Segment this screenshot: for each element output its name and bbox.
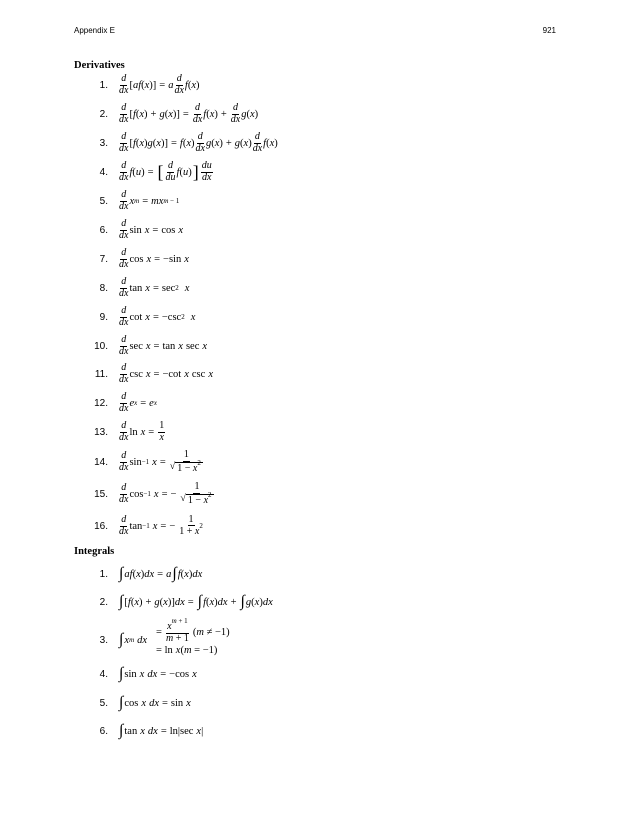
rule-number: 2. — [99, 596, 108, 608]
formula: $\frac{d}{dx}$ cos x = −sin x — [119, 247, 189, 270]
formula: $\frac{d}{dx}$ sec x = tan x sec x — [119, 334, 208, 357]
formula: $\frac{d}{dx}$ sin x = cos x — [119, 218, 183, 241]
rule-number: 15. — [94, 488, 108, 500]
formula: ∫ [ f ( x ) + g ( x )] dx = ∫ f ( x ) dx + ∫ g ( x ) dx — [119, 593, 273, 610]
integral-rule-1 — [88, 562, 202, 586]
formula: $\frac{d}{dx}$ [ f ( x ) g ( x )] = f ( x ) $\frac{d}{dx}$ g ( x ) + g ( x ) $\frac{d}{dx}$ f ( x ) — [119, 131, 278, 154]
derivative-rule-9 — [88, 305, 195, 329]
rule-number: 11. — [94, 368, 108, 380]
rule-number: 6. — [99, 725, 108, 737]
formula: $\frac{d}{dx}$ tan −1 x = − $\frac{1}{1 + x^2}$ — [119, 513, 203, 537]
rule-number: 14. — [94, 456, 108, 468]
rule-number: 9. — [99, 311, 108, 323]
rule-number: 10. — [94, 340, 108, 352]
formula: $\frac{d}{dx}$ cos −1 x = − 1 √ $1 - x^2$ — [119, 481, 212, 506]
rule-number: 16. — [94, 520, 108, 532]
formula: $\frac{d}{dx}$ csc x = −cot x csc x — [119, 362, 213, 385]
formula: ∫ tan x dx = ln|sec x | — [119, 722, 204, 739]
formula: $\frac{d}{dx}$ cot x = −csc 2 x — [119, 305, 196, 328]
derivative-rule-14 — [88, 450, 204, 474]
rule-number: 4. — [99, 166, 108, 178]
formula: ∫ af ( x ) dx = a ∫ f ( x ) dx — [119, 565, 203, 582]
derivative-rule-10 — [88, 334, 207, 358]
rule-number: 1. — [99, 79, 108, 91]
derivative-rule-13 — [88, 420, 166, 444]
rule-number: 8. — [99, 282, 108, 294]
formula: ∫ sin x dx = −cos x — [119, 665, 197, 682]
integral-rule-4 — [88, 662, 197, 686]
rule-number: 2. — [99, 108, 108, 120]
formula: ∫ x m dx = $\frac{x^{m + 1}}{m + 1}$ (m ≠ −1) = ln x(m = −1) — [119, 617, 230, 657]
formula: $\frac{d}{dx}$ ln x = $\frac{1}{x}$ — [119, 420, 165, 443]
integral-rule-6 — [88, 719, 203, 743]
derivative-rule-8 — [88, 276, 189, 300]
rule-number: 13. — [94, 426, 108, 438]
derivative-rule-7 — [88, 247, 189, 271]
rule-number: 4. — [99, 668, 108, 680]
header-section-label: Appendix E — [74, 26, 115, 35]
derivative-rule-6 — [88, 218, 183, 242]
page-number: 921 — [542, 26, 556, 35]
rule-number: 3. — [99, 634, 108, 646]
formula: $\frac{d}{dx}$ tan x = sec 2 x — [119, 276, 190, 299]
rule-number: 5. — [99, 697, 108, 709]
rule-number: 3. — [99, 137, 108, 149]
page-header — [74, 26, 556, 35]
derivative-rule-3 — [88, 131, 278, 155]
rule-number: 5. — [99, 195, 108, 207]
derivative-rule-4 — [88, 160, 214, 184]
derivative-rule-5 — [88, 189, 179, 213]
derivative-rule-11 — [88, 362, 213, 386]
derivative-rule-16 — [88, 514, 204, 538]
derivative-rule-2 — [88, 102, 258, 126]
heading-derivatives: Derivatives — [74, 60, 125, 71]
derivative-rule-15 — [88, 482, 215, 506]
formula: $\frac{d}{dx}$ x m = mx m − 1 — [119, 189, 180, 212]
derivative-rule-1 — [88, 73, 200, 97]
formula: $\frac{d}{dx}$ f ( u ) = [ $\frac{d}{du}$ f ( u ) ] $\frac{du}{dx}$ — [119, 160, 212, 183]
rule-number: 6. — [99, 224, 108, 236]
formula: $\frac{d}{dx}$ [ af ( x )] = a $\frac{d}{dx}$ f ( x ) — [119, 73, 200, 96]
integral-rule-2 — [88, 590, 273, 614]
integral-rule-3 — [88, 617, 230, 660]
heading-integrals: Integrals — [74, 546, 115, 557]
rule-number: 12. — [94, 397, 108, 409]
formula: $\frac{d}{dx}$ e x = e x — [119, 391, 157, 414]
rule-number: 1. — [99, 568, 108, 580]
derivative-rule-12 — [88, 391, 157, 415]
formula: $\frac{d}{dx}$ [ f ( x ) + g ( x )] = $\frac{d}{dx}$ f ( x ) + $\frac{d}{dx}$ g ( x ) — [119, 102, 259, 125]
formula: ∫ cos x dx = sin x — [119, 694, 191, 711]
rule-number: 7. — [99, 253, 108, 265]
formula: $\frac{d}{dx}$ sin −1 x = 1 √ $1 - x^2$ — [119, 449, 201, 474]
integral-rule-5 — [88, 691, 191, 715]
